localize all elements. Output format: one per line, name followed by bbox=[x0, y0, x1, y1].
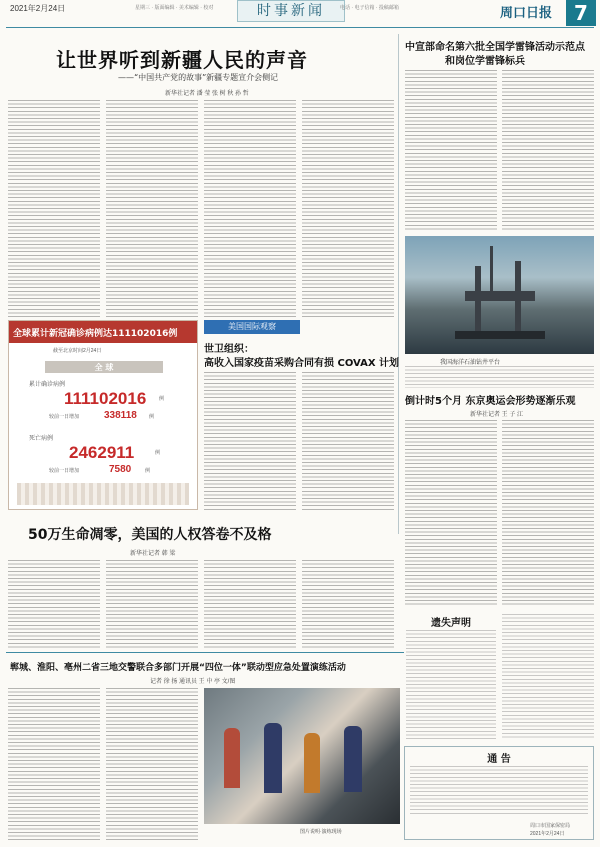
stats-title: 全球累计新冠确诊病例达111102016例 bbox=[13, 328, 178, 339]
deaths-label: 死亡病例 bbox=[29, 436, 54, 442]
column-divider bbox=[398, 34, 399, 534]
issue-meta: 星期三 · 版面编辑 · 美术编辑 · 校对 bbox=[135, 5, 214, 11]
drill-byline: 记者 徐 扬 通讯员 王 中 亭 文/图 bbox=[150, 679, 236, 685]
oil-rig-caption: 我国海洋石油钻井平台 bbox=[440, 359, 501, 366]
header-rule bbox=[6, 27, 594, 28]
lost-notice-col-1 bbox=[406, 630, 496, 740]
stats-region: 全 球 bbox=[45, 361, 163, 373]
covid-stats-box bbox=[8, 320, 198, 510]
deaths-unit: 例 bbox=[155, 450, 161, 456]
lead-text-col-2 bbox=[106, 100, 198, 318]
confirmed-label: 累计确诊病例 bbox=[29, 382, 66, 388]
confirmed-unit: 例 bbox=[159, 396, 165, 402]
lead-text-col-4 bbox=[302, 100, 394, 318]
deaths-daily-value: 7580 bbox=[109, 464, 132, 475]
contact-info: 电话 · 电子信箱 · 投稿邮箱 bbox=[340, 5, 399, 11]
lost-notice-col-2 bbox=[502, 614, 594, 740]
intl-headline-2: 高收入国家疫苗采购合同有损 COVAX 计划 bbox=[204, 358, 400, 369]
hr-text-col-2 bbox=[106, 560, 198, 648]
stats-title-bar bbox=[9, 321, 197, 343]
drill-photo bbox=[204, 688, 400, 824]
stats-graphic-band bbox=[17, 483, 189, 505]
confirmed-daily-label: 较前一日增加 bbox=[49, 414, 80, 420]
lead-text-col-3 bbox=[204, 100, 296, 318]
hr-headline: 50万生命凋零，美国的人权答卷不及格 bbox=[28, 527, 272, 543]
hr-text-col-1 bbox=[8, 560, 100, 648]
intl-text-col-2 bbox=[302, 372, 394, 510]
newspaper-logo: 周口日报 bbox=[500, 6, 553, 21]
drill-text-col-2 bbox=[106, 688, 198, 840]
lead-headline: 让世界听到新疆人民的声音 bbox=[56, 48, 308, 72]
olympics-byline: 新华社记者 王 子 江 bbox=[470, 412, 524, 418]
announcement-text bbox=[410, 766, 588, 816]
section-title: 时事新闻 bbox=[237, 0, 345, 22]
section-rule bbox=[6, 652, 404, 653]
announcement-date: 2021年2月24日 bbox=[530, 831, 565, 837]
lead-subtitle: ——“中国共产党的故事”新疆专题宣介会侧记 bbox=[118, 73, 279, 82]
olympics-headline: 倒计时5个月 东京奥运会形势逐渐乐观 bbox=[405, 396, 576, 407]
hr-byline: 新华社记者 韩 梁 bbox=[130, 551, 176, 557]
deaths-daily-label: 较前一日增加 bbox=[49, 468, 80, 474]
drill-headline: 郸城、淮阳、亳州二省三地交警联合多部门开展“四位一体”联动型应急处置演练活动 bbox=[10, 663, 346, 673]
olympics-text-col-2 bbox=[502, 420, 594, 606]
hr-text-col-4 bbox=[302, 560, 394, 648]
olympics-text-col-1 bbox=[405, 420, 497, 606]
lead-byline: 新华社记者 潘 莹 张 树 秋 孙 哲 bbox=[165, 91, 249, 97]
right-text-col-2 bbox=[502, 70, 594, 230]
intl-headline-1: 世卫组织： bbox=[204, 344, 254, 355]
deaths-value: 2462911 bbox=[69, 443, 135, 462]
oil-rig-caption-text bbox=[405, 366, 594, 388]
confirmed-value: 111102016 bbox=[64, 389, 147, 408]
issue-date: 2021年2月24日 bbox=[10, 4, 66, 13]
confirmed-daily-value: 338118 bbox=[104, 410, 137, 421]
drill-text-col-1 bbox=[8, 688, 100, 840]
right-headline-2: 和岗位学雷锋标兵 bbox=[445, 56, 525, 67]
lead-text-col-1 bbox=[8, 100, 100, 318]
hr-text-col-3 bbox=[204, 560, 296, 648]
intl-text-col-1 bbox=[204, 372, 296, 510]
announcement-title: 通 告 bbox=[487, 754, 511, 765]
announcement-footer: 周口市国家保密局 bbox=[530, 823, 571, 829]
drill-photo-caption: 图片说明·演练现场 bbox=[300, 829, 342, 835]
right-text-col-1 bbox=[405, 70, 497, 230]
confirmed-daily-unit: 例 bbox=[149, 414, 155, 420]
deaths-daily-unit: 例 bbox=[145, 468, 151, 474]
right-headline-1: 中宣部命名第六批全国学雷锋活动示范点 bbox=[405, 42, 585, 53]
stats-date: 截至北京时间2月24日 bbox=[53, 348, 102, 354]
page-number: 7 bbox=[566, 0, 596, 26]
lost-notice-title: 遗失声明 bbox=[431, 618, 471, 629]
intl-tag: 美国国际观察 bbox=[204, 320, 300, 334]
oil-rig-photo bbox=[405, 236, 594, 354]
